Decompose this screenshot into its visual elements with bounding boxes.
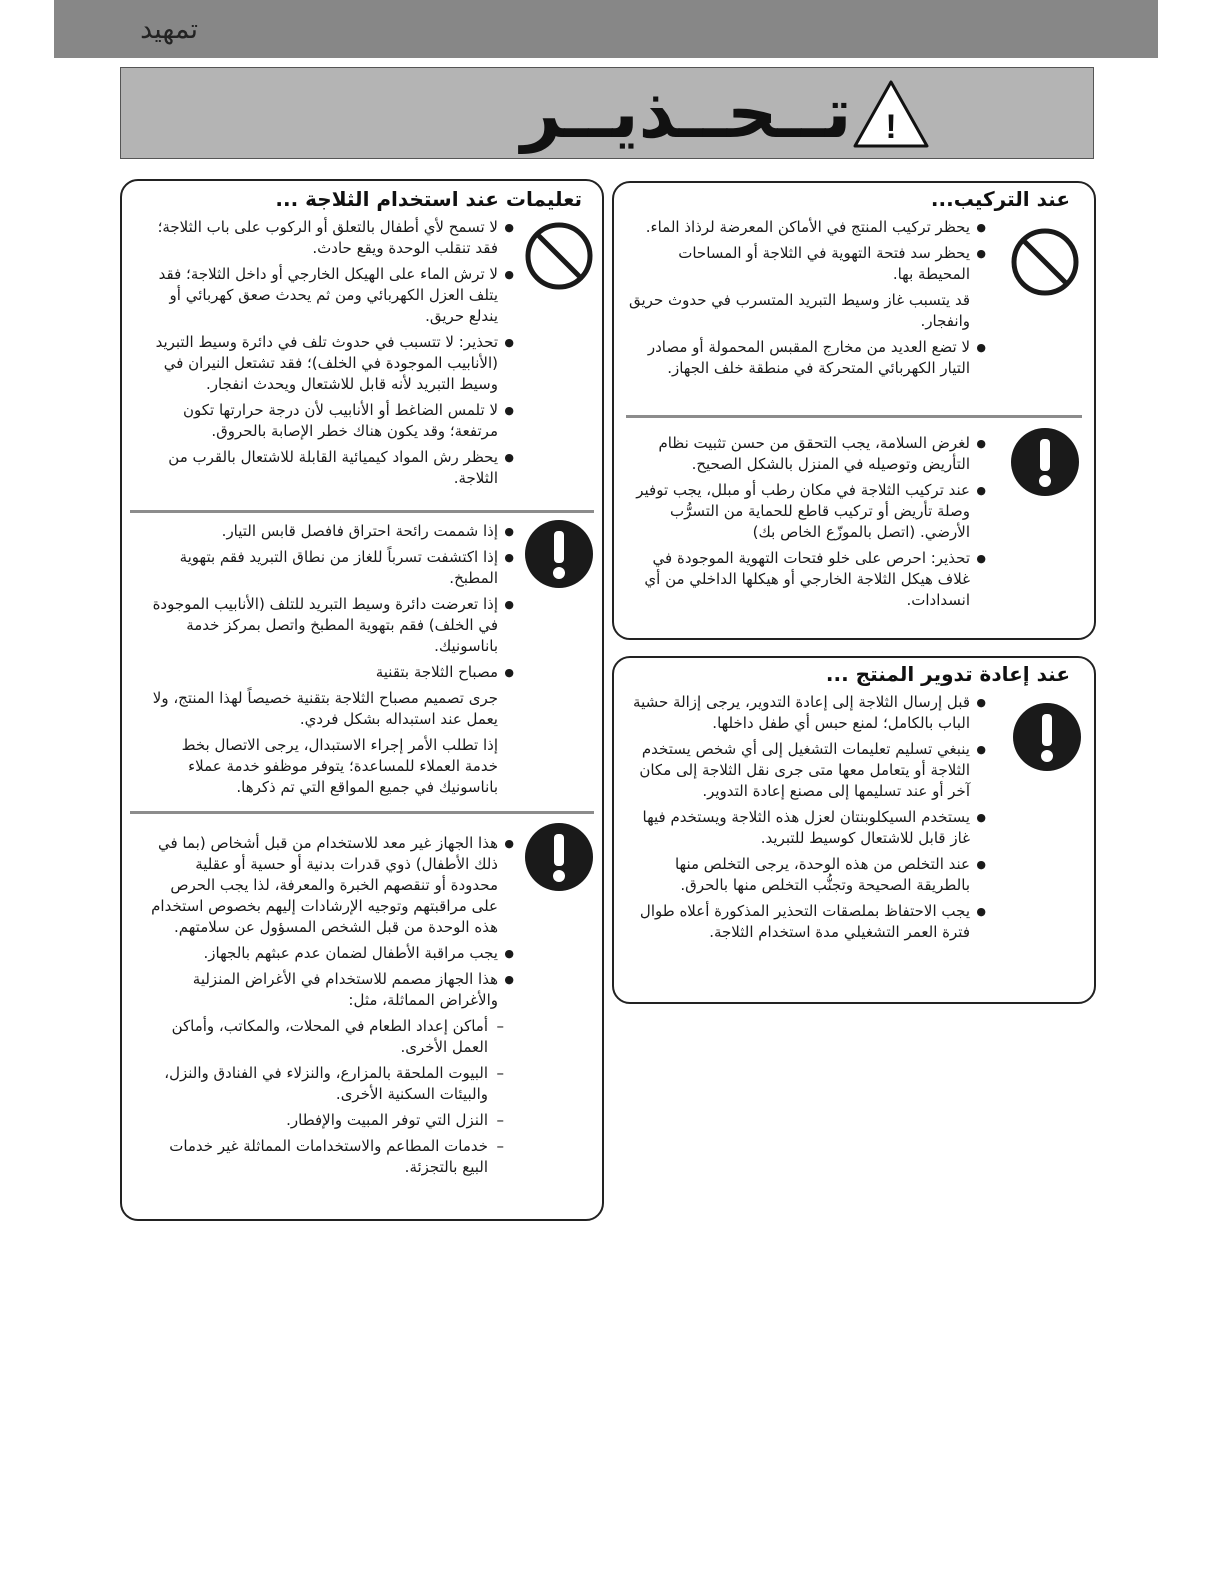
top-header-bar	[54, 0, 1158, 58]
recycling-group	[624, 692, 986, 948]
exclamation-icon	[1012, 702, 1082, 772]
list-item: ● يحظر سد فتحة التهوية في الثلاجة أو المساحات المحيطة بها.	[624, 243, 986, 285]
warning-triangle-icon	[851, 78, 931, 150]
list-item: ● تحذير: احرص على خلو فتحات التهوية الموجودة في غلاف هيكل الثلاجة الخارجي أو هيكلها الداخلي من أي انسدادات.	[624, 548, 986, 611]
list-item: ● تحذير: لا تتسبب في حدوث تلف في دائرة وسيط التبريد (الأنابيب الموجودة في الخلف)؛ فقد تشتعل النيران في وسيط التبريد لأنه قابل للاشتعال ويحدث انفجار.	[144, 332, 514, 395]
list-item: ● مصباح الثلاجة بتقنية	[144, 662, 514, 683]
list-item: ● يجب مراقبة الأطفال لضمان عدم عبثهم بالجهاز.	[144, 943, 514, 964]
usage-group-1	[144, 217, 514, 494]
sub-list-item: – النزل التي توفر المبيت والإفطار.	[144, 1110, 514, 1131]
list-item: ● هذا الجهاز مصمم للاستخدام في الأغراض المنزلية والأغراض المماثلة، مثل:	[144, 969, 514, 1011]
list-item: ● لا تضع العديد من مخارج المقبس المحمولة أو مصادر التيار الكهربائي المتحركة في منطقة خلف الجهاز.	[624, 337, 986, 379]
installation-group-1	[624, 217, 986, 384]
list-item: ● يحظر رش المواد كيميائية القابلة للاشتعال بالقرب من الثلاجة.	[144, 447, 514, 489]
list-item: ● يستخدم السيكلوبنتان لعزل هذه الثلاجة ويستخدم فيها غاز قابل للاشتعال كوسيط للتبريد.	[624, 807, 986, 849]
list-item: ● قبل إرسال الثلاجة إلى إعادة التدوير، يرجى إزالة حشية الباب بالكامل؛ لمنع حبس أي طفل داخلها.	[624, 692, 986, 734]
installation-group-2	[624, 433, 986, 616]
usage-group-3	[144, 833, 514, 1183]
prohibition-icon	[524, 221, 594, 291]
list-item: ● يحظر تركيب المنتج في الأماكن المعرضة لرذاذ الماء.	[624, 217, 986, 238]
list-item: ● لا ترش الماء على الهيكل الخارجي أو داخل الثلاجة؛ فقد يتلف العزل الكهربائي ومن ثم يحدث صعق كهربائي أو يندلع حريق.	[144, 264, 514, 327]
list-item: ● ينبغي تسليم تعليمات التشغيل إلى أي شخص يستخدم الثلاجة أو يتعامل معها متى جرى نقل الثلاجة إلى مكان آخر أو عند تسليمها إلى مصنع إعادة التدوير.	[624, 739, 986, 802]
separator	[130, 510, 594, 513]
recycling-box	[612, 656, 1096, 1004]
sub-list-item: – أماكن إعداد الطعام في المحلات، والمكاتب، وأماكن العمل الأخرى.	[144, 1016, 514, 1058]
exclamation-icon	[524, 822, 594, 892]
list-item: ● يجب الاحتفاظ بملصقات التحذير المذكورة أعلاه طوال فترة العمر التشغيلي مدة استخدام الثلاجة.	[624, 901, 986, 943]
list-item: ● إذا اكتشفت تسرباً للغاز من نطاق التبريد فقم بتهوية المطبخ.	[144, 547, 514, 589]
paragraph: قد يتسبب غاز وسيط التبريد المتسرب في حدوث حريق وانفجار.	[628, 291, 970, 330]
usage-group-2	[144, 521, 514, 803]
installation-box	[612, 181, 1096, 640]
list-item: ● عند التخلص من هذه الوحدة، يرجى التخلص منها بالطريقة الصحيحة وتجنُّب التخلص منها بالحرق.	[624, 854, 986, 896]
list-item: ● إذا شممت رائحة احتراق فافصل قابس التيار.	[144, 521, 514, 542]
sub-list-item: – خدمات المطاعم والاستخدامات المماثلة غير خدمات البيع بالتجزئة.	[144, 1136, 514, 1178]
banner-title: تــحــذيــر	[521, 72, 852, 154]
warning-symbol: !	[885, 108, 897, 146]
installation-title: عند التركيب...	[930, 187, 1070, 211]
separator	[130, 811, 594, 814]
prohibition-icon	[1010, 227, 1080, 297]
paragraph: إذا تطلب الأمر إجراء الاستبدال، يرجى الاتصال بخط خدمة العملاء للمساعدة؛ يتوفر موظفو خدمة عملاء باناسونيك في جميع المواقع التي تم ذكرها.	[181, 736, 498, 796]
list-item: ● هذا الجهاز غير معد للاستخدام من قبل أشخاص (بما في ذلك الأطفال) ذوي قدرات بدنية أو حسية أو عقلية محدودة أو تنقصهم الخبرة والمعرفة، لذا يجب الحرص على مراقبتهم وتوجيه الإرشادات إليهم بخصوص استخدام هذه الوحدة من قبل الشخص المسؤول عن سلامتهم.	[144, 833, 514, 938]
exclamation-icon	[1010, 427, 1080, 497]
list-item: ● لا تسمح لأي أطفال بالتعلق أو الركوب على باب الثلاجة؛ فقد تنقلب الوحدة ويقع حادث.	[144, 217, 514, 259]
exclamation-icon	[524, 519, 594, 589]
paragraph: جرى تصميم مصباح الثلاجة بتقنية خصيصاً لهذا المنتج، ولا يعمل عند استبداله بشكل فردي.	[152, 689, 498, 728]
list-item: ● لغرض السلامة، يجب التحقق من حسن تثبيت نظام التأريض وتوصيله في المنزل بالشكل الصحيح.	[624, 433, 986, 475]
list-item: ● إذا تعرضت دائرة وسيط التبريد للتلف (الأنابيب الموجودة في الخلف) فقم بتهوية المطبخ واتصل بمركز خدمة باناسونيك.	[144, 594, 514, 657]
section-label: تمهيد	[140, 14, 198, 45]
separator	[626, 415, 1082, 418]
list-item: ● عند تركيب الثلاجة في مكان رطب أو مبلل، يجب توفير وصلة تأريض أو تركيب قاطع للحماية من التسرُّب الأرضي. (اتصل بالموزّع الخاص بك)	[624, 480, 986, 543]
warning-banner	[120, 67, 1094, 159]
list-item: ● لا تلمس الضاغط أو الأنابيب لأن درجة حرارتها تكون مرتفعة؛ وقد يكون هناك خطر الإصابة بالحروق.	[144, 400, 514, 442]
sub-list-item: – البيوت الملحقة بالمزارع، والنزلاء في الفنادق والنزل، والبيئات السكنية الأخرى.	[144, 1063, 514, 1105]
usage-instructions-box	[120, 179, 604, 1221]
usage-instructions-title: تعليمات عند استخدام الثلاجة ...	[275, 187, 582, 211]
recycling-title: عند إعادة تدوير المنتج ...	[825, 662, 1070, 686]
